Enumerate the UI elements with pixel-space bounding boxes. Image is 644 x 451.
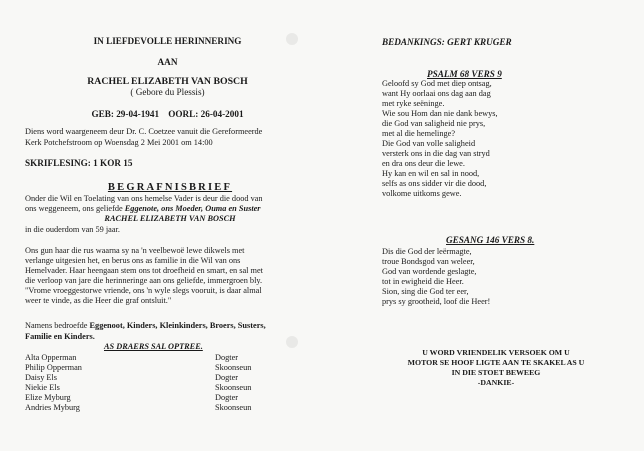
family-line	[25, 322, 266, 330]
memorial-heading: IN LIEFDEVOLLE HERINNERING	[93, 36, 242, 46]
body-line: Ons gun haar die rus waarna sy na 'n veelbewoë lewe dikwels met	[25, 246, 245, 255]
pallbearer-relation: Dogter	[215, 393, 239, 402]
service-line-1: Diens word waargeneem deur Dr. C. Coetzee vanuit die Gereformeerde	[25, 127, 263, 136]
pallbearer-name: Daisy Els	[25, 373, 58, 382]
pallbearers-title: AS DRAERS SAL OPTREE.	[104, 342, 203, 351]
scan-blemish	[286, 336, 298, 348]
notice-deceased-name: RACHEL ELIZABETH VAN BOSCH	[104, 214, 236, 223]
gesang-line: God van wordende geslagte,	[382, 267, 477, 276]
notice-title: BEGRAFNISBRIEF	[107, 182, 233, 193]
family-prefix: Namens bedroefde	[25, 321, 90, 330]
notice-line-prefix: ons weggeneem, ons geliefde	[25, 204, 125, 213]
notice-line: in die ouderdom van 59 jaar.	[25, 225, 120, 234]
pallbearer-name: Philip Opperman	[25, 363, 82, 372]
gesang-line: prys sy grootheid, loof die Heer!	[382, 297, 491, 306]
notice-line: Onder die Wil en Toelating van ons hemelse Vader is deur die dood van	[25, 194, 263, 203]
psalm-line: met al die hemelinge?	[382, 129, 456, 138]
body-line: die verloop van jare die herinneringe aan ons geliefde, immergroen bly.	[25, 276, 263, 285]
psalm-line: en dra ons deur die lewe.	[382, 159, 465, 168]
psalm-title: PSALM 68 VERS 9	[427, 69, 502, 79]
notice-line	[25, 205, 261, 213]
gesang-line: Dis die God der leërmagte,	[382, 247, 472, 256]
psalm-line: Die God van volle saligheid	[382, 139, 476, 148]
scripture-reading: SKRIFLESING: 1 KOR 15	[25, 158, 133, 168]
gesang-title: GESANG 146 VERS 8.	[446, 235, 535, 245]
pallbearer-name: Niekie Els	[25, 383, 60, 392]
notice-line-relations: Eggenote, ons Moeder, Ouma en Suster	[124, 204, 261, 213]
deceased-name: RACHEL ELIZABETH VAN BOSCH	[87, 76, 248, 87]
psalm-line: Wie sou Hom dan nie dank bewys,	[382, 109, 498, 118]
thanks-line: BEDANKINGS: GERT KRUGER	[382, 37, 512, 47]
psalm-line: selfs as ons sidder vir die dood,	[382, 179, 487, 188]
body-line: verlange uitgesien het, en berus ons as familie in die Wil van ons	[25, 256, 241, 265]
psalm-line: Geloofd sy God met diep ontsag,	[382, 79, 492, 88]
gesang-line: troue Bondsgod van weleer,	[382, 257, 475, 266]
psalm-line: versterk ons in die dag van stryd	[382, 149, 490, 158]
request-line: U WORD VRIENDELIK VERSOEK OM U	[422, 348, 570, 357]
request-line: MOTOR SE HOOF LIGTE AAN TE SKAKEL AS U	[407, 358, 585, 367]
family-members: Eggenoot, Kinders, Kleinkinders, Broers, Susters,	[89, 321, 266, 330]
pallbearer-relation: Skoonseun	[215, 403, 252, 412]
pallbearer-relation: Dogter	[215, 353, 239, 362]
service-line-2: Kerk Potchefstroom op Woensdag 2 Mei 2001 om 14:00	[25, 138, 213, 147]
psalm-line: die God van saligheid nie prys,	[382, 119, 486, 128]
pallbearer-name: Elize Myburg	[25, 393, 71, 402]
request-line: IN DIE STOET BEWEEG	[451, 368, 541, 377]
pallbearer-relation: Skoonseun	[215, 363, 252, 372]
pallbearer-relation: Dogter	[215, 373, 239, 382]
pallbearer-name: Andries Myburg	[25, 403, 80, 412]
gesang-line: Sion, sing die God ter eer,	[382, 287, 469, 296]
psalm-line: want Hy oorlaai ons dag aan dag	[382, 89, 491, 98]
request-thanks: -DANKIE-	[477, 378, 515, 387]
psalm-line: volkome uitkoms gewe.	[382, 189, 462, 198]
psalm-line: met ryke seëninge.	[382, 99, 445, 108]
pallbearer-name: Alta Opperman	[25, 353, 77, 362]
gesang-line: tot in ewigheid die Heer.	[382, 277, 464, 286]
psalm-line: Hy kan en wil en sal in nood,	[382, 169, 480, 178]
body-line: weer te vinde, as die Heer die graf ontsluit."	[25, 296, 172, 305]
body-line: "Vrome vroeggestorwe vriende, ons 'n wyle slegs vooruit, is daar almal	[25, 286, 262, 295]
maiden-name: ( Gebore du Plessis)	[130, 87, 205, 97]
memorial-heading-to: AAN	[157, 57, 178, 67]
family-line: Familie en Kinders.	[25, 332, 95, 341]
birth-death-dates: GEB: 29-04-1941 OORL: 26-04-2001	[91, 109, 244, 119]
pallbearer-relation: Skoonseun	[215, 383, 252, 392]
body-line: Hemelvader. Haar heengaan stem ons tot droefheid en smart, en sal met	[25, 266, 263, 275]
